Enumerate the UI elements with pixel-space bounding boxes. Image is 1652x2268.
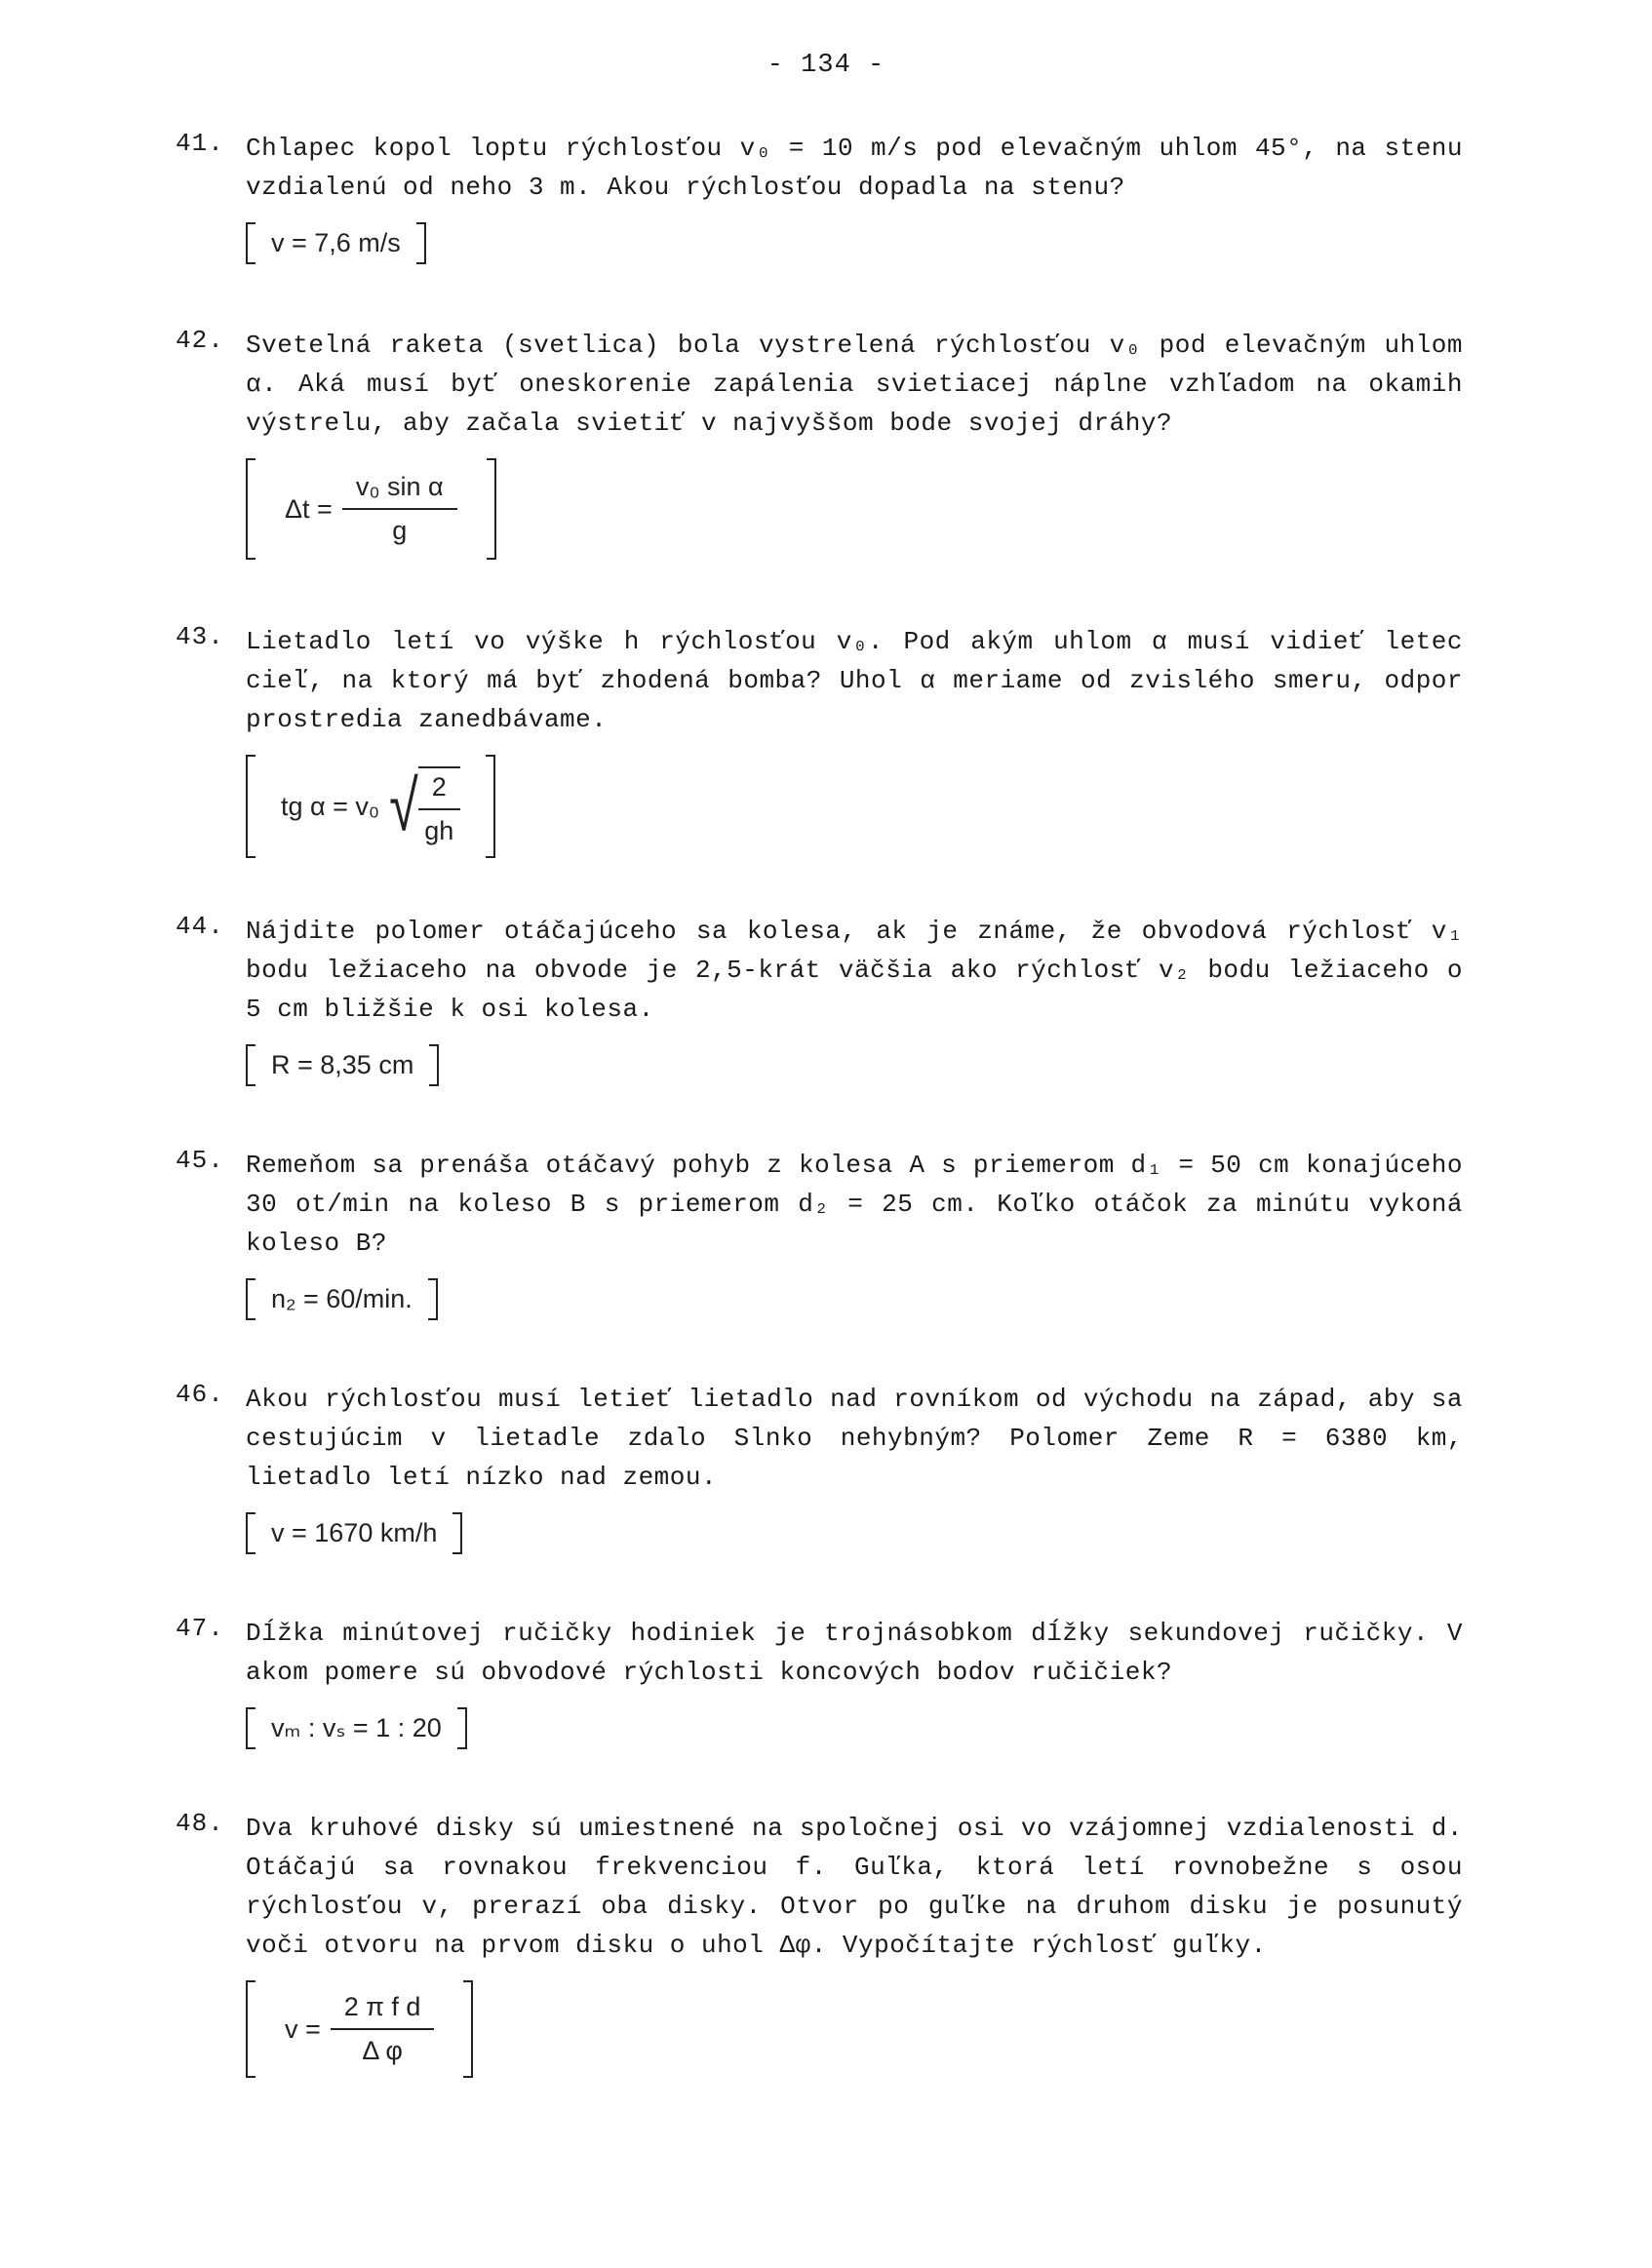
problem-number: 42. <box>176 326 224 355</box>
problem-number: 47. <box>176 1614 224 1643</box>
radical-sign-icon: √ <box>389 766 418 846</box>
answer-fraction <box>331 1992 435 2066</box>
problem-number: 45. <box>176 1146 224 1175</box>
answer-text: v = 7,6 m/s <box>271 228 401 257</box>
problem-text: Dĺžka minútovej ručičky hodiniek je trojnásobkom dĺžky sekundovej ručičky. V akom pomere sú obvodové rýchlosti koncových bodov ručičiek? <box>246 1619 1463 1687</box>
fraction-denominator: Δ φ <box>362 2036 403 2065</box>
problem-number: 43. <box>176 622 224 651</box>
problem-47 <box>176 1614 1463 1749</box>
answer-lhs: v = <box>285 2014 321 2044</box>
problem-42 <box>176 326 1463 560</box>
problem-text: Chlapec kopol loptu rýchlosťou v₀ = 10 m/s pod elevačným uhlom 45°, na stenu vzdialenú od neho 3 m. Akou rýchlosťou dopadla na stenu? <box>246 134 1463 202</box>
answer-box <box>246 458 496 560</box>
problem-text: Akou rýchlosťou musí letieť lietadlo nad rovníkom od východu na západ, aby sa cestujúcim v lietadle zdalo Slnko nehybným? Polomer Zeme R = 6380 km, lietadlo letí nízko nad zemou. <box>246 1385 1463 1492</box>
problem-43 <box>176 622 1463 858</box>
problem-text: Svetelná raketa (svetlica) bola vystrelená rýchlosťou v₀ pod elevačným uhlom α. Aká musí byť oneskorenie zapálenia svietiacej náplne vzhľadom na okamih výstrelu, aby začala svietiť v najvyššom bode svojej dráhy? <box>246 331 1463 438</box>
answer-box <box>246 1044 439 1086</box>
page-number: - 134 - <box>767 51 885 80</box>
problem-44 <box>176 912 1463 1086</box>
problem-number: 41. <box>176 129 224 158</box>
problem-45 <box>176 1146 1463 1320</box>
problem-text: Lietadlo letí vo výške h rýchlosťou v₀. Pod akým uhlom α musí vidieť letec cieľ, na ktorý má byť zhodená bomba? Uhol α meriame od zvislého smeru, odpor prostredia zanedbávame. <box>246 627 1463 734</box>
problem-text: Remeňom sa prenáša otáčavý pohyb z kolesa A s priemerom d₁ = 50 cm konajúceho 30 ot/min na koleso B s priemerom d₂ = 25 cm. Koľko otáčok za minútu vykoná koleso B? <box>246 1151 1463 1258</box>
answer-box <box>246 1278 438 1320</box>
fraction-numerator: 2 π f d <box>331 1992 435 2030</box>
fraction-numerator: 2 <box>418 772 460 810</box>
fraction-denominator: gh <box>424 816 454 845</box>
fraction-denominator: g <box>392 516 408 545</box>
problem-text: Nájdite polomer otáčajúceho sa kolesa, ak je známe, že obvodová rýchlosť v₁ bodu ležiaceho na obvode je 2,5-krát väčšia ako rýchlosť v₂ bodu ležiaceho o 5 cm bližšie k osi kolesa. <box>246 917 1463 1024</box>
problem-number: 48. <box>176 1809 224 1838</box>
answer-box <box>246 755 495 858</box>
answer-box <box>246 1980 473 2078</box>
problem-46 <box>176 1380 1463 1554</box>
problem-41 <box>176 129 1463 264</box>
answer-fraction <box>418 766 460 846</box>
problem-text: Dva kruhové disky sú umiestnené na spoločnej osi vo vzájomnej vzdialenosti d. Otáčajú sa rovnakou frekvenciou f. Guľka, ktorá letí rovnobežne s osou rýchlosťou v, prerazí oba disky. Otvor po guľke na druhom disku je posunutý voči otvoru na prvom disku o uhol Δφ. Vypočítajte rýchlosť guľky. <box>246 1814 1463 1960</box>
answer-text: v = 1670 km/h <box>271 1518 438 1547</box>
square-root <box>389 766 460 846</box>
answer-text: vₘ : vₛ = 1 : 20 <box>271 1713 442 1742</box>
answer-box <box>246 1512 462 1554</box>
problem-48 <box>176 1809 1463 2078</box>
answer-box <box>246 1707 467 1749</box>
answer-text: n₂ = 60/min. <box>271 1284 413 1313</box>
answer-box <box>246 222 426 264</box>
problem-number: 46. <box>176 1380 224 1409</box>
answer-text: R = 8,35 cm <box>271 1050 414 1079</box>
answer-fraction <box>342 472 457 546</box>
problem-number: 44. <box>176 912 224 941</box>
answer-lhs: tg α = v₀ <box>281 791 380 821</box>
answer-lhs: Δt = <box>285 493 333 524</box>
fraction-numerator: v₀ sin α <box>342 472 457 510</box>
